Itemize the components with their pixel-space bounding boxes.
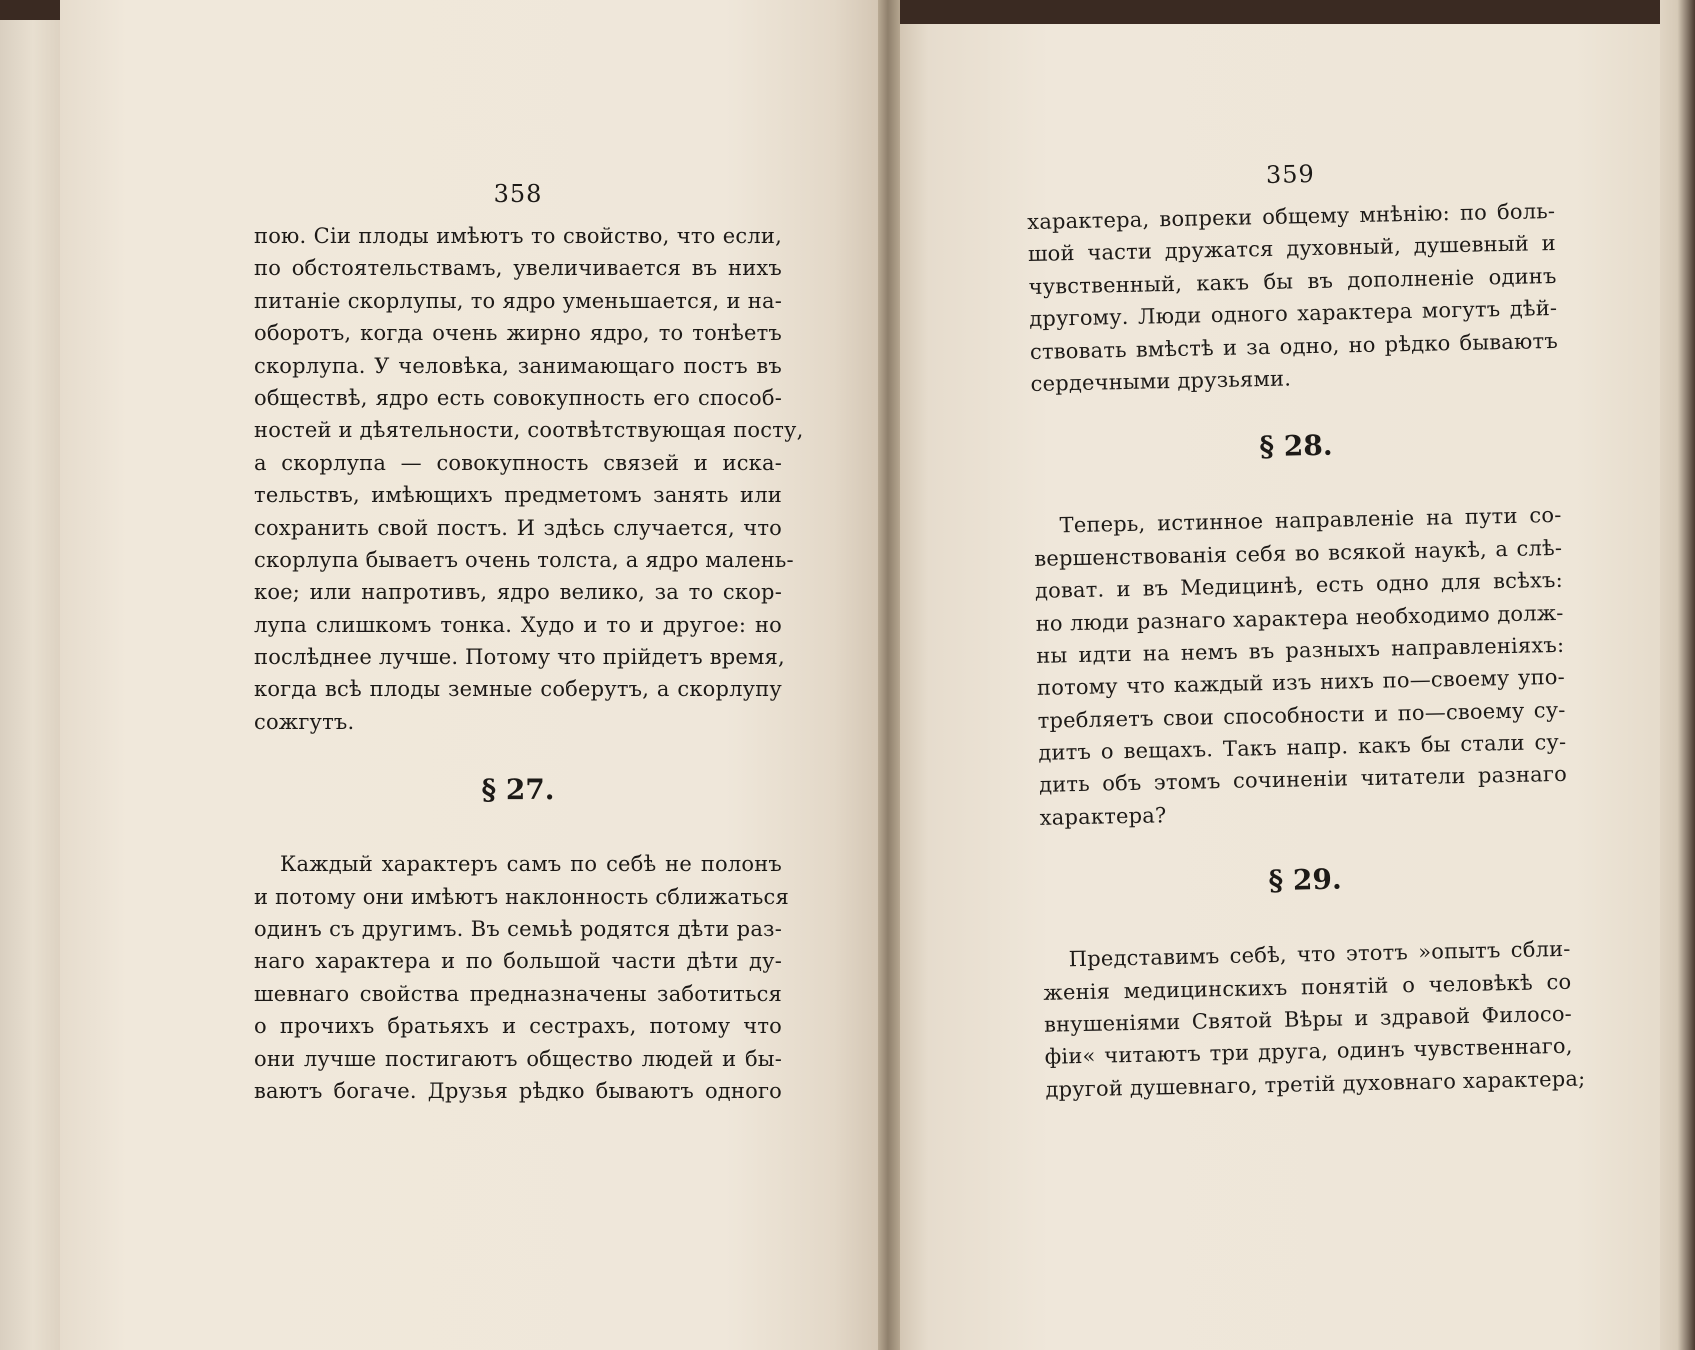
left-page-text: [254, 176, 804, 1107]
text-line: и потому они имѣютъ наклонность сближаться: [254, 884, 789, 909]
text-line: внушеніями Святой Вѣры и здравой Филосо-: [1043, 1001, 1573, 1037]
text-line: шевнаго свойства предназначены заботиться: [254, 981, 782, 1006]
page-number: 358: [493, 180, 543, 208]
paragraph: [1042, 933, 1586, 1106]
page-number: 359: [1265, 159, 1316, 189]
text-line: женія медицинскихъ понятій о человѣкѣ со: [1043, 969, 1572, 1005]
text-line: скорлупа бываетъ очень толста, а ядро малень-: [254, 547, 794, 572]
section-heading-28: § 28.: [1259, 428, 1333, 464]
text-line: характера?: [1039, 803, 1167, 830]
text-line: сердечными друзьями.: [1030, 366, 1292, 396]
text-line: характера, вопреки общему мнѣнію: по боль-: [1027, 198, 1556, 234]
text-line: питаніе скорлупы, то ядро уменьшается, и на-: [254, 288, 782, 313]
text-line: Теперь, истинное направленіе на пути со-: [1059, 503, 1562, 538]
text-line: послѣднее лучше. Потому что прійдетъ время,: [254, 645, 785, 670]
text-line: лупа слишкомъ тонка. Худо и то и другое: но: [254, 612, 782, 637]
text-line: сохранить свой постъ. И здѣсь случается, что: [254, 515, 782, 540]
text-line: дитъ о вещахъ. Такъ напр. какъ бы стали су-: [1038, 729, 1567, 765]
text-line: пою. Сіи плоды имѣютъ то свойство, что если,: [254, 224, 782, 248]
text-line: оборотъ, когда очень жирно ядро, то тонѣетъ: [254, 321, 782, 346]
text-line: кое; или напротивъ, ядро велико, за то скор-: [254, 580, 782, 605]
text-line: фіи« читаютъ три друга, одинъ чувственнаго,: [1044, 1034, 1573, 1070]
text-line: шой части дружатся духовный, душевный и: [1027, 231, 1557, 267]
text-line: вершенствованія себя во всякой наукѣ, а слѣ-: [1034, 535, 1563, 571]
text-line: чувственный, какъ бы въ дополненіе одинъ: [1028, 263, 1557, 299]
text-line: сожгутъ.: [254, 709, 355, 734]
text-line: Представимъ себѣ, что этотъ »опытъ сбли-: [1068, 937, 1571, 972]
text-line: другой душевнаго, третій духовнаго характера;: [1045, 1066, 1586, 1102]
text-line: ностей и дѣятельности, соотвѣтствующая посту,: [254, 418, 804, 443]
text-line: а скорлупа — совокупность связей и иска-: [254, 450, 782, 475]
text-line: доват. и въ Медицинѣ, есть одно для всѣхъ:: [1034, 567, 1564, 604]
text-line: ствовать вмѣстѣ и за одно, но рѣдко бываютъ: [1029, 328, 1559, 364]
text-line: потому что каждый изъ нихъ по—своему упо-: [1036, 665, 1566, 701]
page-edges-right: [1660, 0, 1695, 1350]
text-line: они лучше постигаютъ общество людей и бы-: [254, 1046, 782, 1071]
text-line: ваютъ богаче. Друзья рѣдко бываютъ одного: [254, 1078, 782, 1103]
right-page-text: [1026, 151, 1586, 1106]
book-gutter: [878, 0, 900, 1350]
section-heading-29: § 29.: [1268, 862, 1342, 898]
text-line: обществѣ, ядро есть совокупность его способ-: [254, 385, 782, 410]
text-line: Каждый характеръ самъ по себѣ не полонъ: [280, 852, 782, 877]
text-line: другому. Люди одного характера могутъ дѣй-: [1029, 296, 1558, 332]
text-line: по обстоятельствамъ, увеличивается въ нихъ: [254, 256, 782, 281]
text-line: когда всѣ плоды земные соберутъ, а скорлупу: [254, 677, 782, 702]
text-line: требляетъ свои способности и по—своему су-: [1037, 697, 1566, 733]
text-line: скорлупа. У человѣка, занимающаго постъ въ: [254, 353, 782, 378]
paragraph: [254, 848, 789, 1107]
text-line: о прочихъ братьяхъ и сестрахъ, потому что: [254, 1014, 782, 1039]
paragraph: [254, 220, 804, 738]
paragraph: [1027, 195, 1559, 400]
paragraph: [1033, 499, 1568, 834]
text-line: ны идти на немъ въ разныхъ направленіяхъ:: [1036, 632, 1565, 668]
text-line: дить объ этомъ сочиненіи читатели разнаго: [1038, 762, 1568, 798]
text-line: но люди разнаго характера необходимо долж-: [1035, 600, 1564, 636]
text-line: наго характера и по большой части дѣти ду-: [254, 949, 782, 974]
section-heading-27: § 27.: [481, 773, 555, 807]
text-line: тельствъ, имѣющихъ предметомъ занять или: [254, 483, 782, 508]
text-line: одинъ съ другимъ. Въ семьѣ родятся дѣти раз-: [254, 917, 782, 942]
